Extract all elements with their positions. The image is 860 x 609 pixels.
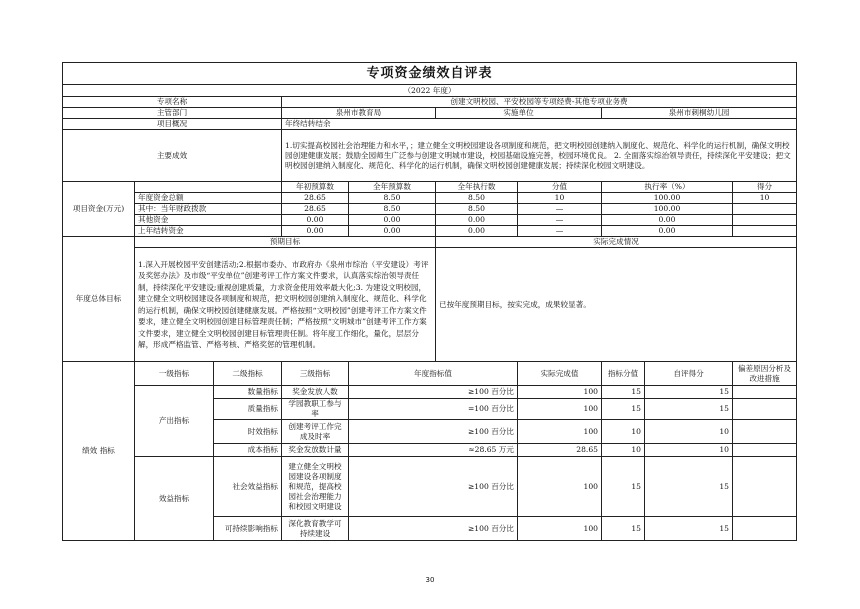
funds-row-label: 其他资金	[135, 215, 282, 226]
funds-section-label: 项目资金(万元)	[63, 182, 135, 237]
perf-self-score: 15	[645, 517, 733, 541]
impl-label: 实施单位	[436, 108, 602, 119]
funds-cell: 0.00	[436, 226, 518, 237]
funds-header: 年初预算数	[282, 182, 349, 193]
achievements-value: 1.切实提高校园社会治理能力和水平，；建立健全文明校园建设各项制度和规范，把文明校园创建纳入制度化、规范化、科学化的运行机制，确保文明校园创建健康发展；鼓励全园师生广泛参与创建文明城市建设，校园基础设施完善，校园环境优良。 2. 全面落实综治领导责任，持续深化平安建设；把文明校园创建纳入制度化、规范化、科学化的运行机制，确保文明校园创建健康发展；持续深化校园文明建设。	[282, 130, 797, 182]
year-label: （2022 年度）	[63, 85, 797, 97]
funds-cell: —	[518, 215, 602, 226]
perf-deviation	[733, 444, 797, 457]
table-title: 专项资金绩效自评表	[63, 63, 797, 85]
funds-cell: —	[518, 204, 602, 215]
funds-row-label: 上年结转资金	[135, 226, 282, 237]
achievements-label: 主要成效	[63, 130, 282, 182]
perf-target: ≥100 百分比	[349, 457, 518, 517]
funds-cell: 10	[733, 193, 797, 204]
funds-cell	[733, 204, 797, 215]
perf-actual: 100	[518, 517, 602, 541]
funds-cell: —	[518, 226, 602, 237]
perf-l2: 社会效益指标	[214, 457, 282, 517]
funds-header: 执行率（%）	[602, 182, 733, 193]
perf-l2: 可持续影响指标	[214, 517, 282, 541]
perf-target: ≈28.65 万元	[349, 444, 518, 457]
funds-header: 分值	[518, 182, 602, 193]
table-row	[63, 215, 797, 226]
funds-cell: 10	[518, 193, 602, 204]
perf-actual: 100	[518, 420, 602, 444]
table-row	[63, 204, 797, 215]
perf-l3: 建立健全文明校园建设各项制度和规范，提高校园社会治理能力和校园文明建设	[282, 457, 349, 517]
perf-actual: 100	[518, 386, 602, 399]
perf-actual: 100	[518, 399, 602, 420]
actual-complete-text: 已按年度预期目标，按实完成，成果较显著。	[436, 248, 797, 362]
perf-score: 15	[602, 517, 645, 541]
table-row	[63, 193, 797, 204]
funds-cell: 0.00	[349, 215, 436, 226]
perf-l3: 奖金发放人数	[282, 386, 349, 399]
perf-l2: 成本指标	[214, 444, 282, 457]
perf-deviation	[733, 517, 797, 541]
perf-l3: 深化教育教学可持续建设	[282, 517, 349, 541]
actual-complete-header: 实际完成情况	[436, 237, 797, 248]
funds-cell	[733, 226, 797, 237]
project-name-value: 创建文明校园、平安校园等专项经费-其他专项业务费	[282, 97, 797, 108]
perf-deviation	[733, 386, 797, 399]
table-row	[63, 457, 797, 517]
page-number: 30	[425, 576, 435, 584]
funds-cell: 100.00	[602, 193, 733, 204]
perf-score: 15	[602, 457, 645, 517]
perf-header: 指标分值	[602, 362, 645, 386]
perf-l2: 时效指标	[214, 420, 282, 444]
perf-self-score: 10	[645, 444, 733, 457]
funds-cell: 0.00	[282, 215, 349, 226]
perf-l3: 学园教职工参与率	[282, 399, 349, 420]
overview-label: 项目概况	[63, 119, 282, 130]
funds-cell	[733, 215, 797, 226]
dept-label: 主管部门	[63, 108, 282, 119]
perf-header: 自评得分	[645, 362, 733, 386]
funds-header: 全年执行数	[436, 182, 518, 193]
perf-header: 一级指标	[135, 362, 214, 386]
perf-target: ≥100 百分比	[349, 420, 518, 444]
funds-header-blank	[135, 182, 282, 193]
perf-actual: 100	[518, 457, 602, 517]
funds-cell: 8.50	[349, 204, 436, 215]
funds-cell: 0.00	[602, 215, 733, 226]
funds-cell: 0.00	[349, 226, 436, 237]
impl-value: 泉州市刺桐幼儿园	[602, 108, 797, 119]
perf-target: ≥100 百分比	[349, 517, 518, 541]
perf-l2: 质量指标	[214, 399, 282, 420]
perf-l3: 创建考评工作完成及时率	[282, 420, 349, 444]
perf-self-score: 15	[645, 386, 733, 399]
funds-row-label: 年度资金总额	[135, 193, 282, 204]
perf-score: 15	[602, 399, 645, 420]
funds-header: 全年预算数	[349, 182, 436, 193]
perf-deviation	[733, 399, 797, 420]
expected-goal-header: 预期目标	[135, 237, 436, 248]
perf-self-score: 10	[645, 420, 733, 444]
dept-value: 泉州市教育局	[282, 108, 436, 119]
funds-cell: 8.50	[436, 193, 518, 204]
perf-header: 年度指标值	[349, 362, 518, 386]
perf-section-label: 绩效 指标	[63, 362, 135, 541]
perf-target: ≥100 百分比	[349, 386, 518, 399]
funds-cell: 8.50	[349, 193, 436, 204]
funds-cell: 28.65	[282, 204, 349, 215]
perf-target: =100 百分比	[349, 399, 518, 420]
perf-l3: 奖金发放数计量	[282, 444, 349, 457]
annual-section-label: 年度总体目标	[63, 237, 135, 362]
funds-cell: 28.65	[282, 193, 349, 204]
project-name-label: 专项名称	[63, 97, 282, 108]
perf-header: 实际完成值	[518, 362, 602, 386]
perf-score: 15	[602, 386, 645, 399]
perf-score: 10	[602, 420, 645, 444]
perf-self-score: 15	[645, 457, 733, 517]
perf-deviation	[733, 457, 797, 517]
perf-header: 三级指标	[282, 362, 349, 386]
perf-self-score: 15	[645, 399, 733, 420]
perf-actual: 28.65	[518, 444, 602, 457]
perf-group-benefit: 效益指标	[135, 457, 214, 541]
funds-row-label: 其中：当年财政拨款	[135, 204, 282, 215]
perf-header: 偏差原因分析及改进措施	[733, 362, 797, 386]
expected-goal-text: 1.深入开展校园平安创建活动;2.根据市委办、市政府办《泉州市综治（平安建设）考评及奖惩办法》及市级“平安单位”创建考评工作方案文件要求，认真落实综治领导责任制，持续深化平安建设;重视创建质量，力求资金使用效率最大化;3. 为建设文明校园，建立健全文明校园建设各项制度和规范，把文明校园创建纳入制度化、规范化、科学化的运行机制，确保文明校园创建健康发展。严格按照“文明校园”创建考评工作方案文件要求，建立健全文明校园创建目标管理责任制；严格按照“文明城市”创建考评工作方案文件要求，建立健全文明校园创建目标管理责任制。将年度工作细化，量化，层层分解，形成严格监管、严格考核、严格奖惩的管理机制。	[135, 248, 436, 362]
table-row	[63, 226, 797, 237]
funds-cell: 0.00	[436, 215, 518, 226]
perf-score: 10	[602, 444, 645, 457]
funds-cell: 0.00	[282, 226, 349, 237]
funds-cell: 0.00	[602, 226, 733, 237]
table-row	[63, 386, 797, 399]
perf-l2: 数量指标	[214, 386, 282, 399]
perf-deviation	[733, 420, 797, 444]
funds-cell: 100.00	[602, 204, 733, 215]
self-evaluation-table	[62, 62, 797, 541]
perf-group-output: 产出指标	[135, 386, 214, 457]
funds-header: 得分	[733, 182, 797, 193]
funds-cell: 8.50	[436, 204, 518, 215]
perf-header: 二级指标	[214, 362, 282, 386]
overview-value: 年终结转结余	[282, 119, 797, 130]
